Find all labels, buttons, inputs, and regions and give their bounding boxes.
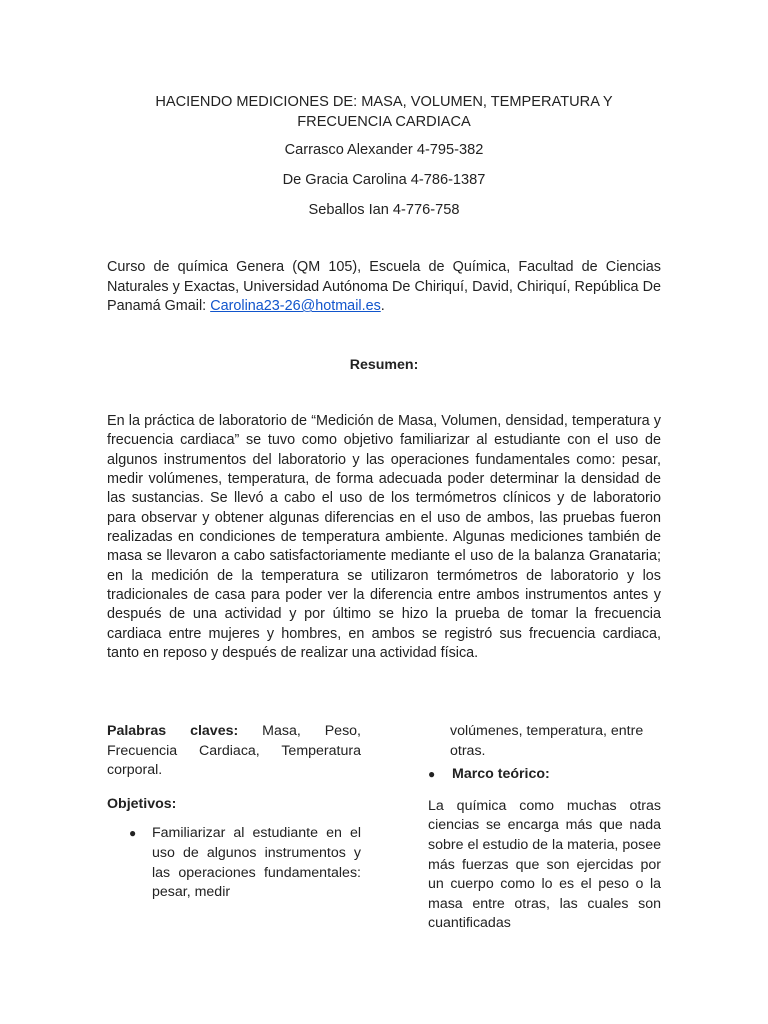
marco-heading: Marco teórico: bbox=[452, 766, 550, 783]
marco-heading-item bbox=[428, 765, 661, 785]
objetivo-text-1: Familiarizar al estudiante en el uso de algunos instrumentos y las operaciones fundamentales: pesar, medir bbox=[152, 825, 361, 901]
bullet-dot-icon: ● bbox=[129, 826, 137, 841]
keywords-label: Palabras claves: bbox=[107, 723, 239, 739]
objetivo-continuation: volúmenes, temperatura, entre otras. bbox=[450, 723, 644, 759]
objetivos-heading: Objetivos: bbox=[107, 795, 177, 812]
resumen-body: En la práctica de laboratorio de “Medición de Masa, Volumen, densidad, temperatura y frecuencia cardiaca” se tuvo como objetivo familiarizar al estudiante con el uso de algunos instrumentos del laboratorio y las operaciones fundamentales como: pesar, medir volúmenes, temperatura, de forma adecuada poder determinar la densidad de las sustancias. Se llevó a cabo el uso de los termómetros clínicos y de laboratorio para observar y obtener algunas diferencias en el uso de ambos, las pruebas fueron realizadas en condiciones de temperatura ambiente. Algunas mediciones también de masa se llevaron a cabo satisfactoriamente mediante el uso de la balanza Granataria; en la medición de la temperatura se utilizaron termómetros de laboratorio y los tradicionales de casa para poder ver la diferencia entre ambos instrumentos antes y después de una actividad y por último se hizo la prueba de tomar la frecuencia cardiaca entre mujeres y hombres, en ambos se registró sus frecuencia cardiaca, tanto en reposo y después de realizar una actividad física. bbox=[107, 413, 661, 662]
affiliation-text: Curso de química Genera (QM 105), Escuela de Química, Facultad de Ciencias Naturales y Exactas, Universidad Autónoma De Chiriquí, David, Chiriquí, República De Panamá Gmail: bbox=[107, 259, 661, 314]
affiliation-end: . bbox=[380, 298, 385, 314]
title-line-1: HACIENDO MEDICIONES DE: MASA, VOLUMEN, TEMPERATURA Y bbox=[155, 94, 613, 110]
resumen-heading: Resumen: bbox=[349, 357, 419, 373]
bullet-dot-icon: ● bbox=[428, 767, 436, 782]
right-column bbox=[428, 722, 661, 934]
author-3: Seballos Ian 4-776-758 bbox=[308, 202, 460, 218]
affiliation bbox=[107, 258, 661, 317]
marco-body: La química como muchas otras ciencias se encarga más que nada sobre el estudio de la materia, posee más fuerzas que son ejercidas por un cuerpo como lo es el peso o la masa entre otras, las cuales son cuantificadas bbox=[428, 797, 661, 932]
objetivo-bullet-1 bbox=[107, 824, 361, 902]
left-column bbox=[107, 722, 361, 903]
email-link[interactable]: Carolina23-26@hotmail.es bbox=[210, 298, 381, 314]
paper-title bbox=[107, 92, 661, 132]
title-line-2: FRECUENCIA CARDIACA bbox=[297, 114, 471, 130]
keywords-paragraph bbox=[107, 722, 361, 781]
keywords-text: Masa, Peso, Frecuencia Cardiaca, Temperatura corporal. bbox=[107, 723, 361, 779]
author-2: De Gracia Carolina 4-786-1387 bbox=[282, 172, 486, 188]
author-1: Carrasco Alexander 4-795-382 bbox=[284, 142, 484, 158]
